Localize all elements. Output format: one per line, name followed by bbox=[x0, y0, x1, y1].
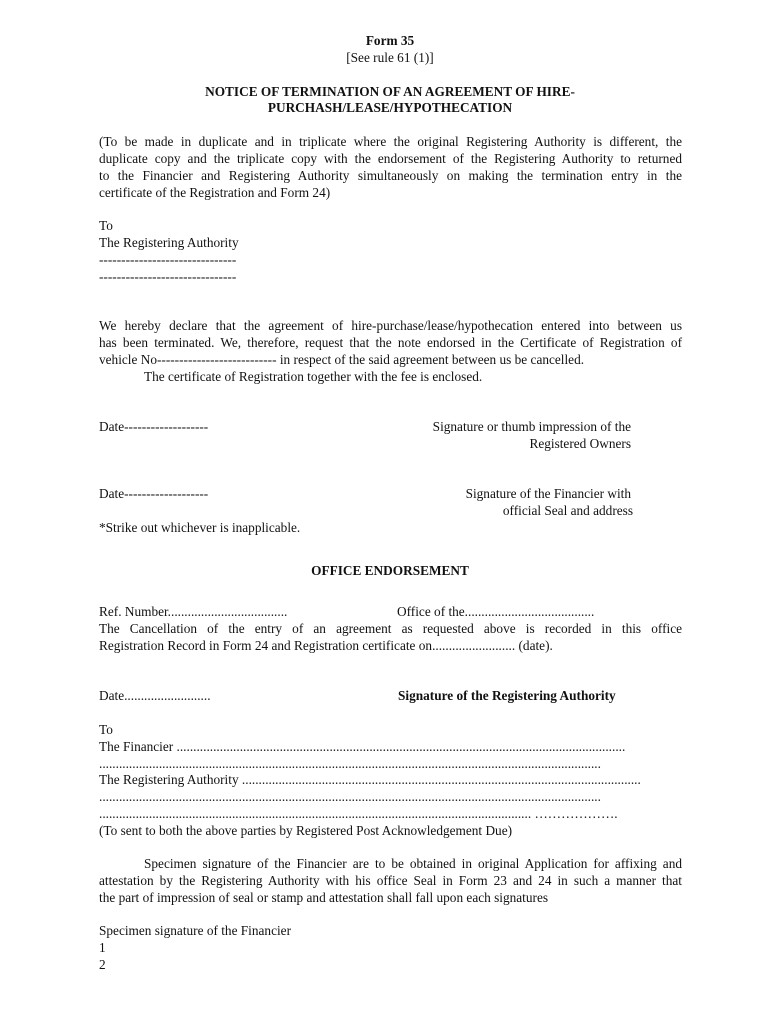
recipient-financier-line: The Financier ....................................................................................................................................... bbox=[99, 739, 626, 754]
recipient-blank-line: ....................................................................................................................................................... bbox=[99, 789, 601, 804]
registered-post-note: (To sent to both the above parties by Registered Post Acknowledgement Due) bbox=[99, 823, 513, 838]
recipient-authority-line: The Registering Authority ........................................................................................................................ bbox=[99, 772, 641, 787]
owner-signature-label: Signature or thumb impression of the bbox=[432, 419, 631, 434]
specimen-line: attestation by the Registering Authority with his office Seal in Form 23 and 24 in such a manner that bbox=[99, 873, 682, 888]
endorsement-date-field: Date.......................... bbox=[99, 688, 211, 703]
office-endorsement-heading: OFFICE ENDORSEMENT bbox=[311, 563, 469, 578]
form-number: Form 35 bbox=[365, 33, 415, 48]
address-blank-line: ------------------------------- bbox=[99, 269, 237, 284]
registering-authority-signature: Signature of the Registering Authority bbox=[398, 688, 616, 703]
specimen-line: Specimen signature of the Financier are to be obtained in original Application for affixing and bbox=[144, 856, 682, 871]
address-to: To bbox=[99, 218, 113, 233]
form-title-line-2: PURCHASH/LEASE/HYPOTHECATION bbox=[267, 100, 513, 115]
cancellation-line: Registration Record in Form 24 and Registration certificate on......................... (date). bbox=[99, 638, 553, 653]
recipient-blank-line: .................................................................................................................................. ………………. bbox=[99, 806, 618, 821]
owner-date-field: Date------------------- bbox=[99, 419, 209, 434]
address-blank-line: ------------------------------- bbox=[99, 252, 237, 267]
instruction-line: certificate of the Registration and Form 24) bbox=[99, 185, 331, 200]
cancellation-line: The Cancellation of the entry of an agreement as requested above is recorded in this office bbox=[99, 621, 682, 636]
financier-signature-label: Signature of the Financier with bbox=[465, 486, 631, 501]
instruction-line: (To be made in duplicate and in triplicate where the original Registering Authority is different, the bbox=[99, 134, 682, 149]
specimen-number: 1 bbox=[99, 940, 106, 955]
rule-reference: [See rule 61 (1)] bbox=[346, 50, 434, 65]
declaration-line: vehicle No--------------------------- in respect of the said agreement between us be cancelled. bbox=[99, 352, 585, 367]
ref-number-field: Ref. Number.................................... bbox=[99, 604, 288, 619]
recipients-to: To bbox=[99, 722, 113, 737]
owner-signature-label: Registered Owners bbox=[529, 436, 631, 451]
strike-out-note: *Strike out whichever is inapplicable. bbox=[99, 520, 301, 535]
form-title-line-1: NOTICE OF TERMINATION OF AN AGREEMENT OF HIRE- bbox=[205, 84, 575, 99]
specimen-signature-label: Specimen signature of the Financier bbox=[99, 923, 292, 938]
recipient-blank-line: ....................................................................................................................................................... bbox=[99, 756, 601, 771]
fee-enclosed-line: The certificate of Registration together with the fee is enclosed. bbox=[144, 369, 483, 384]
specimen-number: 2 bbox=[99, 957, 106, 972]
declaration-line: We hereby declare that the agreement of hire-purchase/lease/hypothecation entered into between us bbox=[99, 318, 682, 333]
financier-signature-label: official Seal and address bbox=[502, 503, 633, 518]
declaration-line: has been terminated. We, therefore, request that the note endorsed in the Certificate of Registration of bbox=[99, 335, 682, 350]
address-authority: The Registering Authority bbox=[99, 235, 239, 250]
instruction-line: to the Financier and Registering Authority simultaneously on making the termination entry in the bbox=[99, 168, 682, 183]
financier-date-field: Date------------------- bbox=[99, 486, 209, 501]
instruction-line: duplicate copy and the triplicate copy with the endorsement of the Registering Authority to returned bbox=[99, 151, 682, 166]
office-of-field: Office of the....................................... bbox=[397, 604, 595, 619]
specimen-line: the part of impression of seal or stamp and attestation shall fall upon each signatures bbox=[99, 890, 549, 905]
